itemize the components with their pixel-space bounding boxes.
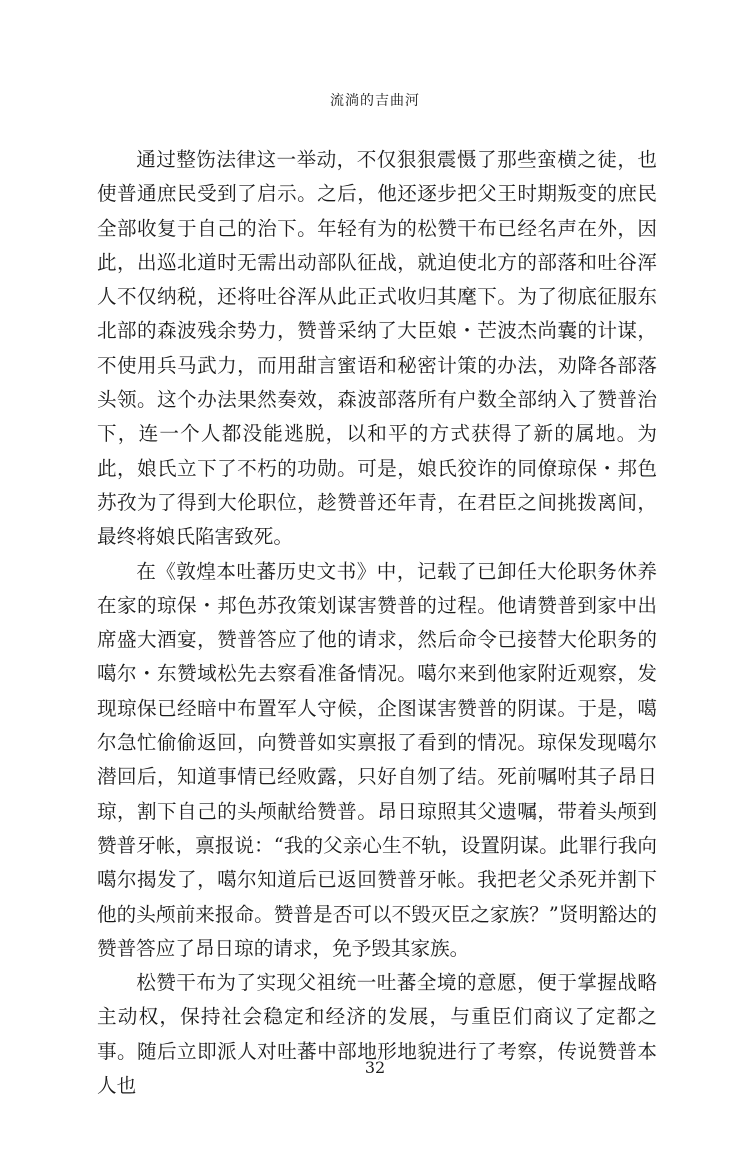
running-header: 流淌的吉曲河 bbox=[330, 93, 420, 109]
paragraph: 通过整饬法律这一举动，不仅狠狠震慑了那些蛮横之徒，也使普通庶民受到了启示。之后，他还逐步把父王时期叛变的庶民全部收复于自己的治下。年轻有为的松赞干布已经名声在外，因此，出巡北道时无需出动部队征战，就迫使北方的部落和吐谷浑人不仅纳税，还将吐谷浑从此正式收归其麾下。为了彻底征服东北部的森波残余势力，赞普采纳了大臣娘・芒波杰尚囊的计谋，不使用兵马武力，而用甜言蜜语和秘密计策的办法，劝降各部落头领。这个办法果然奏效，森波部落所有户数全部纳入了赞普治下，连一个人都没能逃脱，以和平的方式获得了新的属地。为此，娘氏立下了不朽的功勋。可是，娘氏狡诈的同僚琼保・邦色苏孜为了得到大伦职位，趁赞普还年青，在君臣之间挑拨离间，最终将娘氏陷害致死。 bbox=[97, 148, 657, 549]
page-number: 32 bbox=[364, 1058, 386, 1077]
paragraph: 松赞干布为了实现父祖统一吐蕃全境的意愿，便于掌握战略主动权，保持社会稳定和经济的发展，与重臣们商议了定都之事。随后立即派人对吐蕃中部地形地貌进行了考察，传说赞普本人也 bbox=[97, 971, 657, 1098]
paragraph: 在《敦煌本吐蕃历史文书》中，记载了已卸任大伦职务休养在家的琼保・邦色苏孜策划谋害赞普的过程。他请赞普到家中出席盛大酒宴，赞普答应了他的请求，然后命令已接替大伦职务的噶尔・东赞域松先去察看准备情况。噶尔来到他家附近观察，发现琼保已经暗中布置军人守候，企图谋害赞普的阴谋。于是，噶尔急忙偷偷返回，向赞普如实禀报了看到的情况。琼保发现噶尔潜回后，知道事情已经败露，只好自刎了结。死前嘱咐其子昂日琼，割下自己的头颅献给赞普。昂日琼照其父遗嘱，带着头颅到赞普牙帐，禀报说：“我的父亲心生不轨，设置阴谋。此罪行我向噶尔揭发了，噶尔知道后已返回赞普牙帐。我把老父杀死并割下他的头颅前来报命。赞普是否可以不毁灭臣之家族？”贤明豁达的赞普答应了昂日琼的请求，免予毁其家族。 bbox=[97, 559, 657, 960]
body-text bbox=[97, 143, 657, 1103]
